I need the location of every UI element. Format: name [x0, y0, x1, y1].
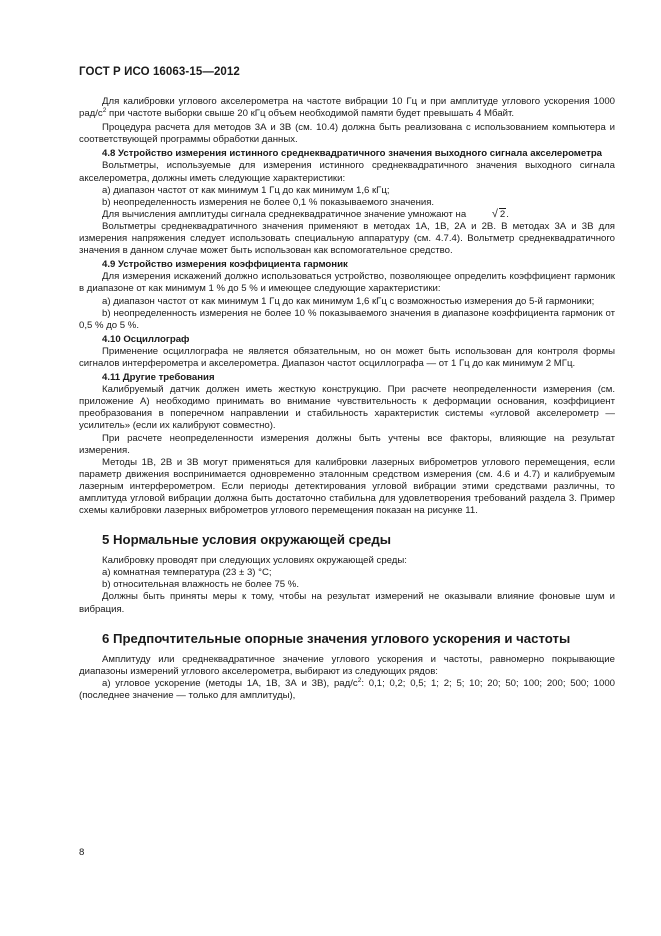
- list-item: a) диапазон частот от как минимум 1 Гц до как минимум 1,6 кГц;: [102, 184, 390, 196]
- page-number: 8: [79, 847, 85, 858]
- list-item: b) неопределенность измерения не более 10 % показываемого значения в диапазоне коэффициента гармоник от 0,5 % до 5 %.: [79, 307, 615, 331]
- text: Для вычисления амплитуды сигнала среднеквадратичное значение умножают на: [102, 208, 469, 220]
- text: a) угловое ускорение (методы 1А, 1В, 3А и 3В), рад/с: [102, 677, 358, 689]
- text: Для калибровки углового акселерометра на частоте вибрации 10 Гц и при амплитуде углового ускорения 1000 рад/с: [79, 96, 615, 120]
- list-item: [79, 678, 615, 702]
- section-heading-4-9: 4.9 Устройство измерения коэффициента гармоник: [102, 259, 348, 271]
- text: при частоте выборки свыше 20 кГц объем необходимой памяти будет превышать 4 Мбайт.: [106, 108, 515, 120]
- sqrt-sign: √: [491, 207, 498, 220]
- paragraph: Процедура расчета для методов 3А и 3В (см. 10.4) должна быть реализована с использованием компьютера и соответствующей программы обработки данных.: [79, 122, 615, 146]
- section-heading-4-8: 4.8 Устройство измерения истинного среднеквадратичного значения выходного сигнала акселерометра: [102, 148, 603, 160]
- paragraph: [79, 96, 615, 120]
- list-item: b) относительная влажность не более 75 %.: [102, 579, 299, 591]
- list-item: a) диапазон частот от как минимум 1 Гц до как минимум 1,6 кГц с возможностью измерения до 5-й гармоники;: [102, 295, 595, 307]
- section-heading-5: 5 Нормальные условия окружающей среды: [102, 532, 391, 548]
- paragraph: Для измерения искажений должно использоваться устройство, позволяющее определить коэффициент гармоник в диапазоне от как минимум 1 % до 5 % и имеющее следующие характеристики:: [79, 271, 615, 295]
- section-heading-6: 6 Предпочтительные опорные значения углового ускорения и частоты: [102, 630, 571, 646]
- page-header: ГОСТ Р ИСО 16063-15—2012: [79, 66, 240, 78]
- paragraph: Вольтметры, используемые для измерения истинного среднеквадратичного значения выходного сигнала акселерометра, должны иметь следующие характеристики:: [79, 160, 615, 184]
- paragraph: Применение осциллографа не является обязательным, но он может быть использован для контроля формы сигналов интерферометра и акселерометра. Диапазон частот осциллографа — от 1 Гц до как минимум 2 МГц.: [79, 345, 615, 369]
- paragraph: При расчете неопределенности измерения должны быть учтены все факторы, влияющие на результат измерения.: [79, 432, 615, 456]
- paragraph: Методы 1В, 2В и 3В могут применяться для калибровки лазерных виброметров углового перемещения, если параметр движения воспринимается одновременно эталонным средством измерения (см. 4.6 и 4.7) и калибруемым лазерным интерферометром. Если периоды детектирования угловой вибрации этими средствами различны, то амплитуда угловой вибрации должна быть достаточно стабильна для удовлетворения требований раздела 3. Пример схемы калибровки лазерных виброметров углового перемещения показан на рисунке 11.: [79, 456, 615, 517]
- text: : 0,1; 0,2; 0,5; 1; 2; 5; 10; 20; 50; 100; 200; 500; 1000 (последнее значение — только для амплитуды),: [79, 677, 615, 701]
- paragraph: Амплитуду или среднеквадратичное значение углового ускорения и частоты, равномерно покрывающие диапазоны измерений углового акселерометра, выбирают из следующих рядов:: [79, 653, 615, 677]
- paragraph: [79, 209, 615, 221]
- sqrt-value: 2: [499, 208, 506, 220]
- sqrt-expression: [469, 209, 506, 221]
- list-item: a) комнатная температура (23 ± 3) °С;: [102, 567, 272, 579]
- page-content: [79, 96, 615, 702]
- text: .: [506, 208, 509, 220]
- section-heading-4-11: 4.11 Другие требования: [102, 372, 215, 384]
- paragraph: Калибровку проводят при следующих условиях окружающей среды:: [102, 555, 407, 567]
- paragraph: Должны быть приняты меры к тому, чтобы на результат измерений не оказывали влияние фоновые шум и вибрация.: [79, 591, 615, 615]
- superscript: 2: [102, 107, 107, 115]
- section-heading-4-10: 4.10 Осциллограф: [102, 333, 190, 345]
- paragraph: Вольтметры среднеквадратичного значения применяют в методах 1А, 1В, 2А и 2В. В методах 3А и 3В для измерения напряжения следует использовать специальную аппаратуру (см. 4.7.4). Вольтметр среднеквадратичного значения в данном случае может быть использован как вспомогательное средство.: [79, 220, 615, 257]
- paragraph: Калибруемый датчик должен иметь жесткую конструкцию. При расчете неопределенности измерения (см. приложение А) необходимо принимать во внимание чувствительность к деформации основания, коэффициент преобразования в поперечном направлении и стабильность характеристик системы «угловой акселерометр — усилитель» (если их калибруют совместно).: [79, 384, 615, 432]
- list-item: b) неопределенность измерения не более 0,1 % показываемого значения.: [102, 196, 435, 208]
- superscript: 2: [357, 676, 362, 684]
